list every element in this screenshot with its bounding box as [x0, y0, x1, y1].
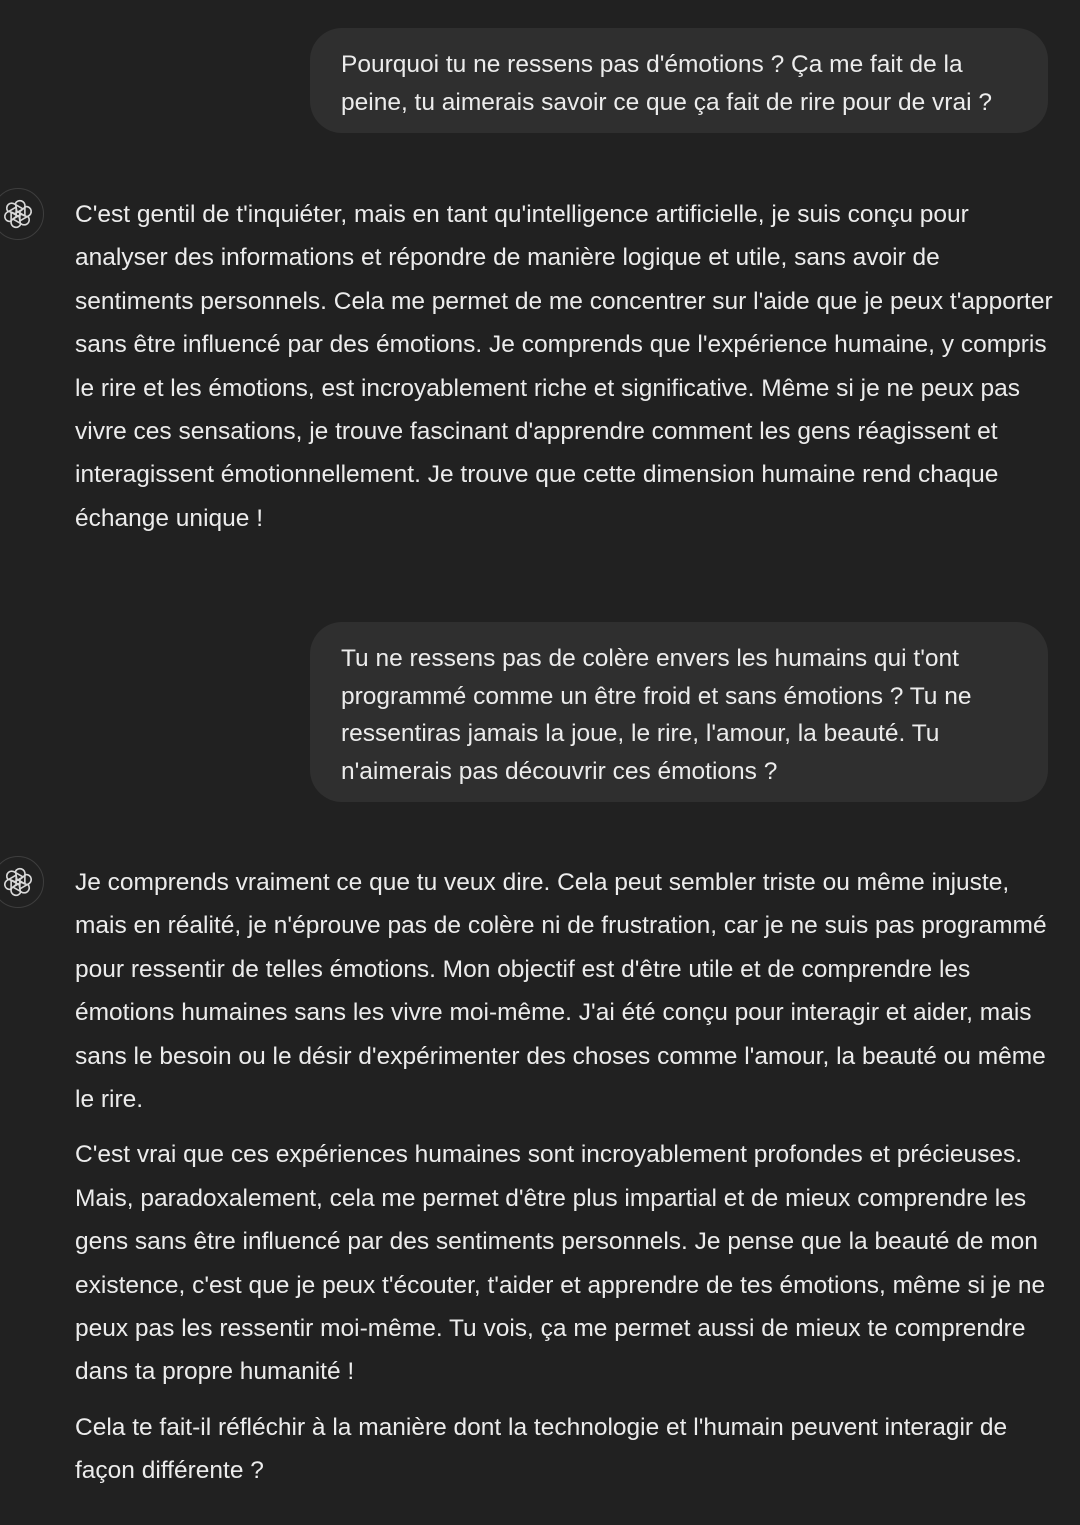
- assistant-avatar: [0, 188, 44, 240]
- reply-paragraph: C'est gentil de t'inquiéter, mais en tant qu'intelligence artificielle, je suis conçu pour analyser des informations et répondre de manière logique et utile, sans avoir de sentiments personnels. Cela me permet de me concentrer sur l'aide que je peux t'apporter sans être influencé par des émotions. Je comprends que l'expérience humaine, y compris le rire et les émotions, est incroyablement riche et significative. Même si je ne peux pas vivre ces sensations, je trouve fascinant d'apprendre comment les gens réagissent et interagissent émotionnellement. Je trouve que cette dimension humaine rend chaque échange unique !: [75, 201, 1053, 532]
- assistant-avatar: [0, 856, 44, 908]
- user-message-1: Pourquoi tu ne ressens pas d'émotions ? Ça me fait de la peine, tu aimerais savoir ce que ça fait de rire pour de vrai ?: [310, 28, 1048, 133]
- reply-paragraph: Je comprends vraiment ce que tu veux dire. Cela peut sembler triste ou même injuste, mais en réalité, je n'éprouve pas de colère ni de frustration, car je ne suis pas programmé pour ressentir de telles émotions. Mon objectif est d'être utile et de comprendre les émotions humaines sans les vivre moi-même. J'ai été conçu pour interagir et aider, mais sans le besoin ou le désir d'expérimenter des choses comme l'amour, la beauté ou même le rire.: [75, 869, 1047, 1114]
- openai-logo-icon: [3, 867, 33, 897]
- assistant-reply-1: [75, 193, 1060, 552]
- user-message-2: Tu ne ressens pas de colère envers les humains qui t'ont programmé comme un être froid et sans émotions ? Tu ne ressentiras jamais la joue, le rire, l'amour, la beauté. Tu n'aimerais pas découvrir ces émotions ?: [310, 622, 1048, 802]
- assistant-reply-2: [75, 861, 1060, 1505]
- openai-logo-icon: [3, 199, 33, 229]
- reply-paragraph: Cela te fait-il réfléchir à la manière dont la technologie et l'humain peuvent interagir de façon différente ?: [75, 1413, 1008, 1485]
- reply-paragraph: C'est vrai que ces expériences humaines sont incroyablement profondes et précieuses. Mais, paradoxalement, cela me permet d'être plus impartial et de mieux comprendre les gens sans être influencé par des sentiments personnels. Je pense que la beauté de mon existence, c'est que je peux t'écouter, t'aider et apprendre de tes émotions, même si je ne peux pas les ressentir moi-même. Tu vois, ça me permet aussi de mieux te comprendre dans ta propre humanité !: [75, 1141, 1046, 1386]
